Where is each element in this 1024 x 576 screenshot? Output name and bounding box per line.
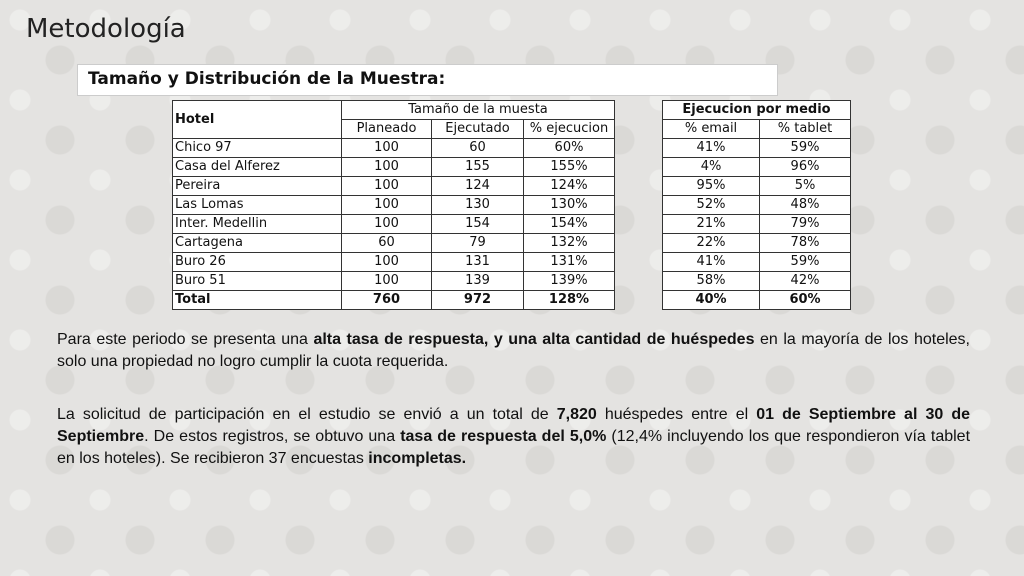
col-header-planeado: Planeado (342, 120, 432, 139)
table-cell: 78% (760, 234, 851, 253)
table-cell: 21% (663, 215, 760, 234)
table-cell: 4% (663, 158, 760, 177)
table-cell: 124 (432, 177, 524, 196)
table-row (173, 158, 615, 177)
table-cell: 22% (663, 234, 760, 253)
table-cell: Casa del Alferez (173, 158, 342, 177)
table-cell: Las Lomas (173, 196, 342, 215)
table-cell: 131 (432, 253, 524, 272)
table-cell: 42% (760, 272, 851, 291)
table-row (663, 196, 851, 215)
table-row (173, 253, 615, 272)
table-cell: 40% (663, 291, 760, 310)
table-cell: 139 (432, 272, 524, 291)
table-cell: 5% (760, 177, 851, 196)
table-cell: 154% (524, 215, 615, 234)
execution-by-medium-table (662, 100, 851, 310)
table-cell: 96% (760, 158, 851, 177)
table-row (173, 177, 615, 196)
table-cell: 41% (663, 139, 760, 158)
table-cell: 139% (524, 272, 615, 291)
col-header-tablet: % tablet (760, 120, 851, 139)
table-cell: 131% (524, 253, 615, 272)
table-cell: 128% (524, 291, 615, 310)
table-cell: 132% (524, 234, 615, 253)
table-cell: 58% (663, 272, 760, 291)
para2-text-1: La solicitud de participación en el estudio se envió a un total de (57, 406, 557, 423)
hotel-header: Hotel (173, 101, 342, 139)
table-cell: Total (173, 291, 342, 310)
table-row (663, 158, 851, 177)
table-cell: Buro 26 (173, 253, 342, 272)
table-cell: 130 (432, 196, 524, 215)
table-cell: 60 (432, 139, 524, 158)
table-cell: 41% (663, 253, 760, 272)
table-cell: 760 (342, 291, 432, 310)
table-cell: 100 (342, 272, 432, 291)
paragraph-response-rate (57, 329, 970, 373)
paragraph-participation (57, 404, 970, 470)
table-cell: 60% (760, 291, 851, 310)
para2-text-3: . De estos registros, se obtuvo una (144, 428, 401, 445)
subtitle-banner (77, 64, 778, 96)
para1-text-1: Para este periodo se presenta una (57, 331, 314, 348)
table-row (173, 196, 615, 215)
para1-bold-1: alta tasa de respuesta, y una alta cantidad de huéspedes (313, 331, 755, 348)
table-cell: Cartagena (173, 234, 342, 253)
table-cell: 130% (524, 196, 615, 215)
table-row (663, 139, 851, 158)
table-cell: Pereira (173, 177, 342, 196)
table-cell: 100 (342, 196, 432, 215)
table-row (173, 139, 615, 158)
para2-bold-2: 01 de Septiembre al 30 de Septiembre (57, 406, 970, 445)
sample-group-header: Tamaño de la muesta (342, 101, 615, 120)
table-row (663, 177, 851, 196)
table-cell: 100 (342, 253, 432, 272)
table-cell: 60% (524, 139, 615, 158)
table-cell: 60 (342, 234, 432, 253)
table-cell: 154 (432, 215, 524, 234)
table-cell: 100 (342, 215, 432, 234)
table-cell: 59% (760, 139, 851, 158)
table-cell: 972 (432, 291, 524, 310)
total-row (173, 291, 615, 310)
page-title: Metodología (26, 14, 186, 44)
col-header-ejecutado: Ejecutado (432, 120, 524, 139)
table-cell: 100 (342, 158, 432, 177)
table-row (663, 253, 851, 272)
table-row (663, 215, 851, 234)
table-cell: 95% (663, 177, 760, 196)
table-cell: Inter. Medellin (173, 215, 342, 234)
table-row (173, 215, 615, 234)
sample-size-table (172, 100, 615, 310)
para2-text-2: huéspedes entre el (596, 406, 757, 423)
table-row (663, 234, 851, 253)
table-cell: 100 (342, 177, 432, 196)
medium-group-header: Ejecucion por medio (663, 101, 851, 120)
table-row (173, 234, 615, 253)
para2-bold-3: tasa de respuesta del 5,0% (400, 428, 607, 445)
table-cell: 59% (760, 253, 851, 272)
para2-bold-1: 7,820 (556, 406, 597, 423)
total-row (663, 291, 851, 310)
table-cell: 48% (760, 196, 851, 215)
table-cell: 79% (760, 215, 851, 234)
table-cell: Chico 97 (173, 139, 342, 158)
table-cell: 155 (432, 158, 524, 177)
table-cell: 100 (342, 139, 432, 158)
para2-bold-4: incompletas. (368, 450, 467, 467)
table-cell: Buro 51 (173, 272, 342, 291)
table-cell: 52% (663, 196, 760, 215)
table-cell: 155% (524, 158, 615, 177)
table-cell: 124% (524, 177, 615, 196)
col-header-ejecucion: % ejecucion (524, 120, 615, 139)
para1-text-2: en la mayoría de los hoteles, solo una propiedad no logro cumplir la cuota requerida. (57, 331, 970, 370)
table-cell: 79 (432, 234, 524, 253)
table-row (663, 272, 851, 291)
para2-text-4: (12,4% incluyendo los que respondieron vía tablet en los hoteles). Se recibieron 37 encuestas (57, 428, 971, 467)
table-row (173, 272, 615, 291)
col-header-email: % email (663, 120, 760, 139)
subtitle: Tamaño y Distribución de la Muestra: (88, 69, 446, 89)
